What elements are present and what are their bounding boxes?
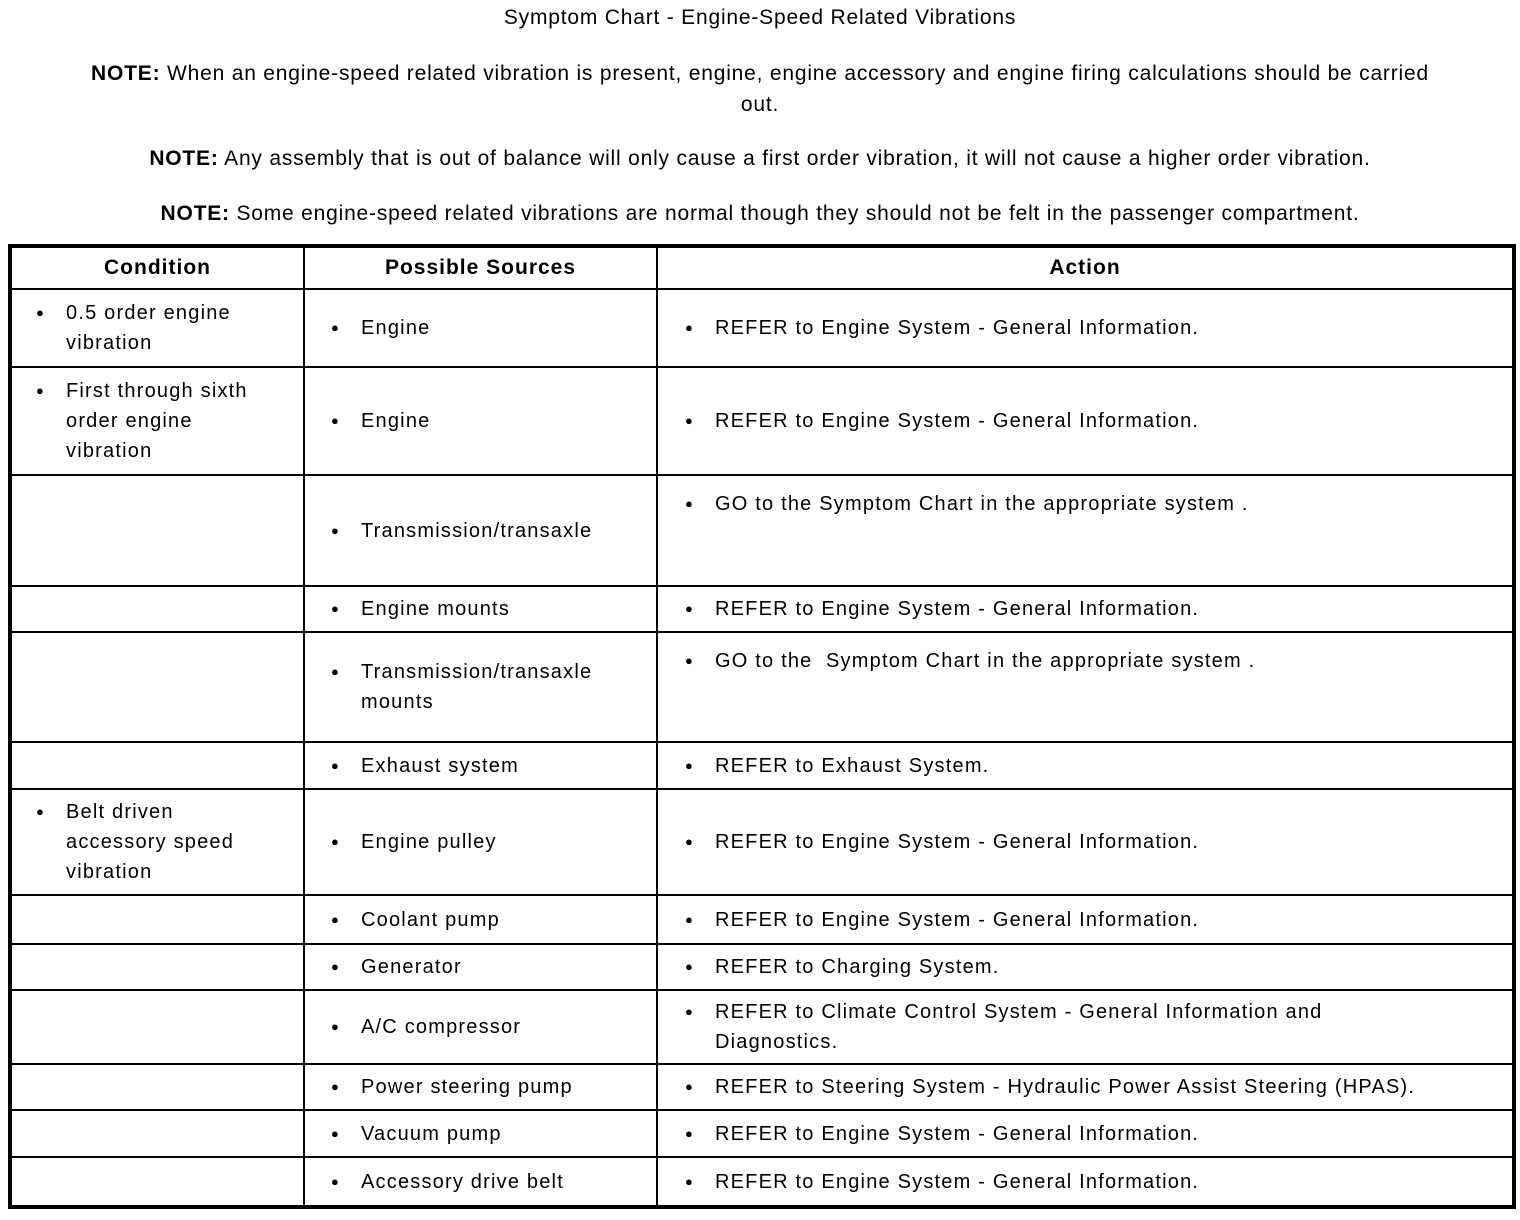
source-text: Exhaust system xyxy=(361,754,519,777)
table-row xyxy=(10,586,1514,632)
action-text: REFER to Engine System - General Information. xyxy=(715,598,1200,620)
action-text: REFER to Engine System - General Information. xyxy=(715,410,1200,432)
action-text: REFER to Engine System - General Information. xyxy=(715,831,1200,853)
bullet-icon: ● xyxy=(331,664,339,679)
note-2-label: NOTE: xyxy=(149,147,219,170)
note-2-text: Any assembly that is out of balance will only cause a first order vibration, it will not cause a higher order vibration. xyxy=(224,147,1371,170)
source-text: Power steering pump xyxy=(361,1076,573,1098)
table-row xyxy=(10,895,1514,944)
action-text: REFER to Engine System - General Information. xyxy=(715,908,1200,931)
note-2 xyxy=(0,143,1520,174)
bullet-icon: ● xyxy=(36,383,44,398)
bullet-icon: ● xyxy=(331,834,339,849)
source-text: Engine pulley xyxy=(361,831,497,853)
source-cell xyxy=(304,742,657,789)
bullet-icon: ● xyxy=(685,413,693,428)
column-header-action: Action xyxy=(657,246,1514,289)
action-cell xyxy=(657,367,1514,475)
action-text: GO to the Symptom Chart in the appropriate system . xyxy=(715,650,1256,672)
source-cell xyxy=(304,289,657,367)
action-text: REFER to Exhaust System. xyxy=(715,754,990,777)
condition-cell xyxy=(10,475,304,586)
bullet-icon: ● xyxy=(331,1019,339,1034)
bullet-icon: ● xyxy=(331,413,339,428)
condition-cell xyxy=(10,1064,304,1110)
action-text: GO to the Symptom Chart in the appropriate system . xyxy=(715,493,1249,515)
condition-cell xyxy=(10,742,304,789)
note-1-text: When an engine-speed related vibration is present, engine, engine accessory and engine firing calculations should be carried xyxy=(167,62,1429,85)
bullet-icon: ● xyxy=(331,959,339,974)
bullet-icon: ● xyxy=(685,496,693,511)
source-cell xyxy=(304,990,657,1064)
column-header-possible-sources: Possible Sources xyxy=(304,246,657,289)
action-cell xyxy=(657,789,1514,895)
action-cell xyxy=(657,586,1514,632)
bullet-icon: ● xyxy=(685,959,693,974)
note-1-label: NOTE: xyxy=(91,62,161,85)
source-cell xyxy=(304,1110,657,1157)
condition-cell xyxy=(10,1157,304,1207)
source-text: Coolant pump xyxy=(361,908,500,931)
condition-cell xyxy=(10,895,304,944)
action-text: REFER to Engine System - General Information. xyxy=(715,1122,1200,1145)
action-cell xyxy=(657,1064,1514,1110)
source-text: Engine xyxy=(361,410,431,432)
source-cell xyxy=(304,586,657,632)
table-row xyxy=(10,990,1514,1064)
source-text: Accessory drive belt xyxy=(361,1170,564,1193)
table-row xyxy=(10,632,1514,742)
bullet-icon: ● xyxy=(331,320,339,335)
action-text: REFER to Steering System - Hydraulic Power Assist Steering (HPAS). xyxy=(715,1076,1416,1098)
action-cell xyxy=(657,1110,1514,1157)
source-text: Engine xyxy=(361,317,431,339)
table-row xyxy=(10,742,1514,789)
note-3-label: NOTE: xyxy=(160,202,230,225)
note-1 xyxy=(0,58,1520,120)
bullet-icon: ● xyxy=(685,320,693,335)
source-cell xyxy=(304,895,657,944)
action-cell xyxy=(657,742,1514,789)
condition-cell xyxy=(10,367,304,475)
source-cell xyxy=(304,1157,657,1207)
bullet-icon: ● xyxy=(331,911,339,927)
note-3-text: Some engine-speed related vibrations are normal though they should not be felt in the passenger compartment. xyxy=(236,202,1360,225)
source-text: Transmission/transaxle xyxy=(361,519,593,542)
action-cell xyxy=(657,1157,1514,1207)
bullet-icon: ● xyxy=(36,804,44,819)
table-row xyxy=(10,367,1514,475)
source-text: Transmission/transaxle mounts xyxy=(361,661,593,713)
bullet-icon: ● xyxy=(331,601,339,616)
source-text: Vacuum pump xyxy=(361,1122,502,1145)
source-cell xyxy=(304,632,657,742)
bullet-icon: ● xyxy=(685,757,693,773)
source-cell xyxy=(304,1064,657,1110)
symptom-table xyxy=(8,244,1516,1209)
source-cell xyxy=(304,367,657,475)
condition-cell xyxy=(10,632,304,742)
condition-cell xyxy=(10,990,304,1064)
action-text: REFER to Charging System. xyxy=(715,956,1000,978)
bullet-icon: ● xyxy=(685,1125,693,1141)
bullet-icon: ● xyxy=(685,1173,693,1189)
table-row xyxy=(10,289,1514,367)
bullet-icon: ● xyxy=(685,911,693,927)
action-text: REFER to Engine System - General Information. xyxy=(715,1170,1200,1193)
table-row xyxy=(10,1157,1514,1207)
condition-text: 0.5 order engine vibration xyxy=(66,302,231,354)
source-cell xyxy=(304,944,657,990)
table-row xyxy=(10,1110,1514,1157)
action-cell xyxy=(657,944,1514,990)
condition-cell xyxy=(10,586,304,632)
action-cell xyxy=(657,289,1514,367)
bullet-icon: ● xyxy=(685,653,693,668)
table-row xyxy=(10,944,1514,990)
action-cell xyxy=(657,475,1514,586)
note-1-text-continued: out. xyxy=(740,93,780,116)
action-text: REFER to Engine System - General Information. xyxy=(715,317,1200,339)
bullet-icon: ● xyxy=(331,522,339,538)
bullet-icon: ● xyxy=(685,1004,693,1019)
table-row xyxy=(10,475,1514,586)
source-cell xyxy=(304,789,657,895)
action-text: REFER to Climate Control System - General Information and Diagnostics. xyxy=(715,1001,1323,1053)
table-row xyxy=(10,789,1514,895)
source-text: A/C compressor xyxy=(361,1016,522,1038)
bullet-icon: ● xyxy=(685,1079,693,1094)
bullet-icon: ● xyxy=(331,757,339,773)
condition-cell xyxy=(10,944,304,990)
action-cell xyxy=(657,632,1514,742)
condition-text: First through sixth order engine vibration xyxy=(66,380,248,462)
bullet-icon: ● xyxy=(331,1173,339,1189)
table-row xyxy=(10,1064,1514,1110)
note-3 xyxy=(0,198,1520,229)
table-header-row xyxy=(10,246,1514,289)
bullet-icon: ● xyxy=(685,601,693,616)
source-text: Engine mounts xyxy=(361,598,511,620)
bullet-icon: ● xyxy=(331,1079,339,1094)
bullet-icon: ● xyxy=(36,305,44,320)
condition-cell xyxy=(10,789,304,895)
column-header-condition: Condition xyxy=(10,246,304,289)
condition-text: Belt driven accessory speed vibration xyxy=(66,801,235,883)
condition-cell xyxy=(10,1110,304,1157)
bullet-icon: ● xyxy=(685,834,693,849)
source-cell xyxy=(304,475,657,586)
page-title: Symptom Chart - Engine-Speed Related Vibrations xyxy=(503,6,1017,29)
source-text: Generator xyxy=(361,956,462,978)
condition-cell xyxy=(10,289,304,367)
action-cell xyxy=(657,895,1514,944)
action-cell xyxy=(657,990,1514,1064)
bullet-icon: ● xyxy=(331,1125,339,1141)
